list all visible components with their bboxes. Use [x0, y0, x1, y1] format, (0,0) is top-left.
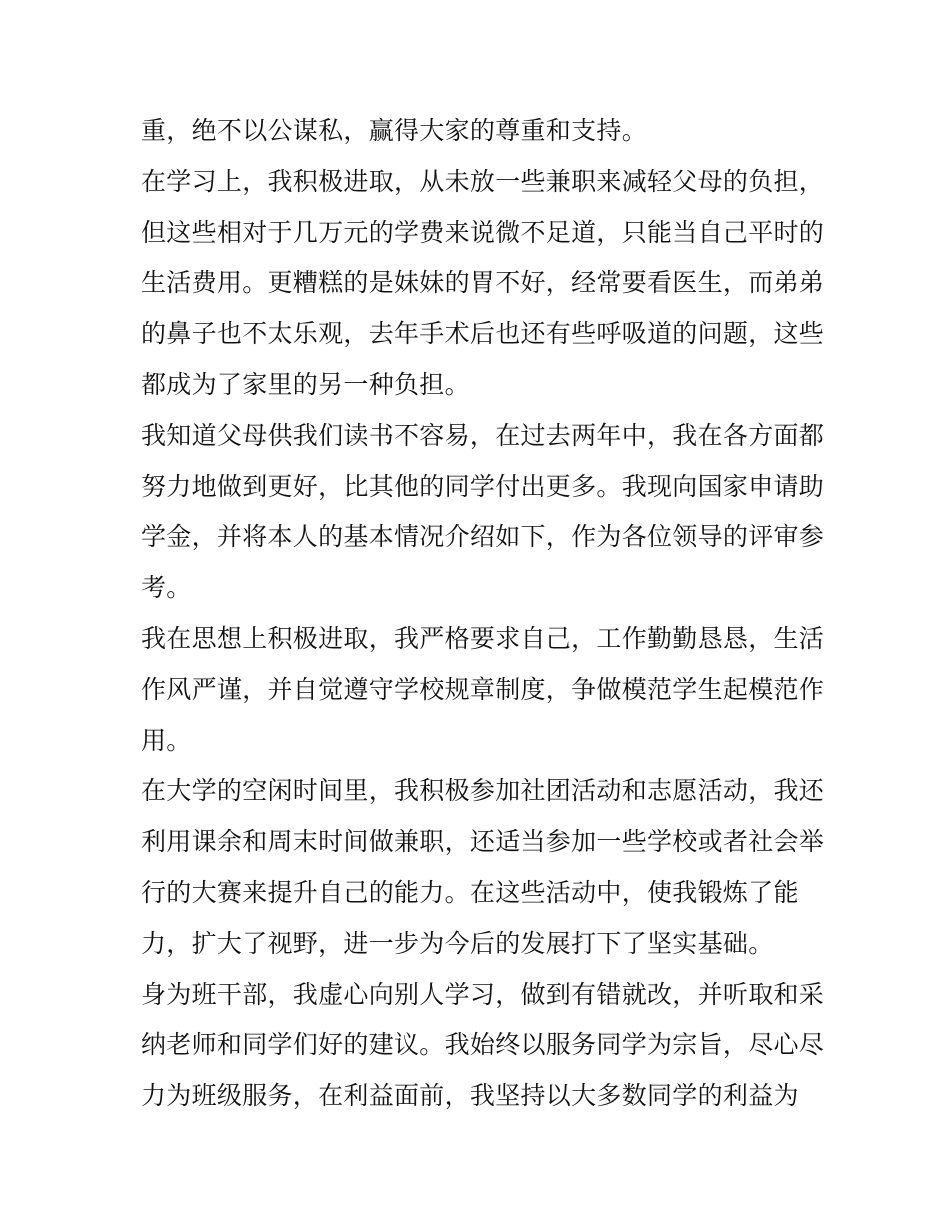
text-line: 行的大赛来提升自己的能力。在这些活动中，使我锻炼了能 — [141, 877, 799, 907]
text-line: 作风严谨，并自觉遵守学校规章制度，争做模范学生起模范作 — [141, 674, 825, 704]
text-line: 身为班干部，我虚心向别人学习，做到有错就改，并听取和采 — [141, 979, 825, 1009]
text-line: 力为班级服务，在利益面前，我坚持以大多数同学的利益为 — [141, 1081, 799, 1111]
text-line: 我知道父母供我们读书不容易，在过去两年中，我在各方面都 — [141, 420, 825, 450]
text-line: 学金，并将本人的基本情况介绍如下，作为各位领导的评审参 — [141, 522, 825, 552]
text-line: 纳老师和同学们好的建议。我始终以服务同学为宗旨，尽心尽 — [141, 1030, 825, 1060]
document-body — [141, 106, 825, 1122]
text-line: 在大学的空闲时间里，我积极参加社团活动和志愿活动，我还 — [141, 776, 825, 806]
text-line: 我在思想上积极进取，我严格要求自己，工作勤勤恳恳，生活 — [141, 623, 825, 653]
text-line: 生活费用。更糟糕的是妹妹的胃不好，经常要看医生，而弟弟 — [141, 268, 825, 298]
text-line: 用。 — [141, 725, 192, 755]
text-line: 但这些相对于几万元的学费来说微不足道，只能当自己平时的 — [141, 217, 825, 247]
text-line: 在学习上，我积极进取，从未放一些兼职来减轻父母的负担， — [141, 166, 825, 196]
text-line: 重，绝不以公谋私，赢得大家的尊重和支持。 — [141, 116, 648, 145]
text-line: 的鼻子也不太乐观，去年手术后也还有些呼吸道的问题，这些 — [141, 319, 825, 349]
text-line: 力，扩大了视野，进一步为今后的发展打下了坚实基础。 — [141, 928, 774, 958]
text-line: 都成为了家里的另一种负担。 — [141, 369, 470, 399]
text-line: 考。 — [141, 573, 192, 603]
text-line: 努力地做到更好，比其他的同学付出更多。我现向国家申请助 — [141, 471, 825, 501]
text-line: 利用课余和周末时间做兼职，还适当参加一些学校或者社会举 — [141, 827, 825, 857]
